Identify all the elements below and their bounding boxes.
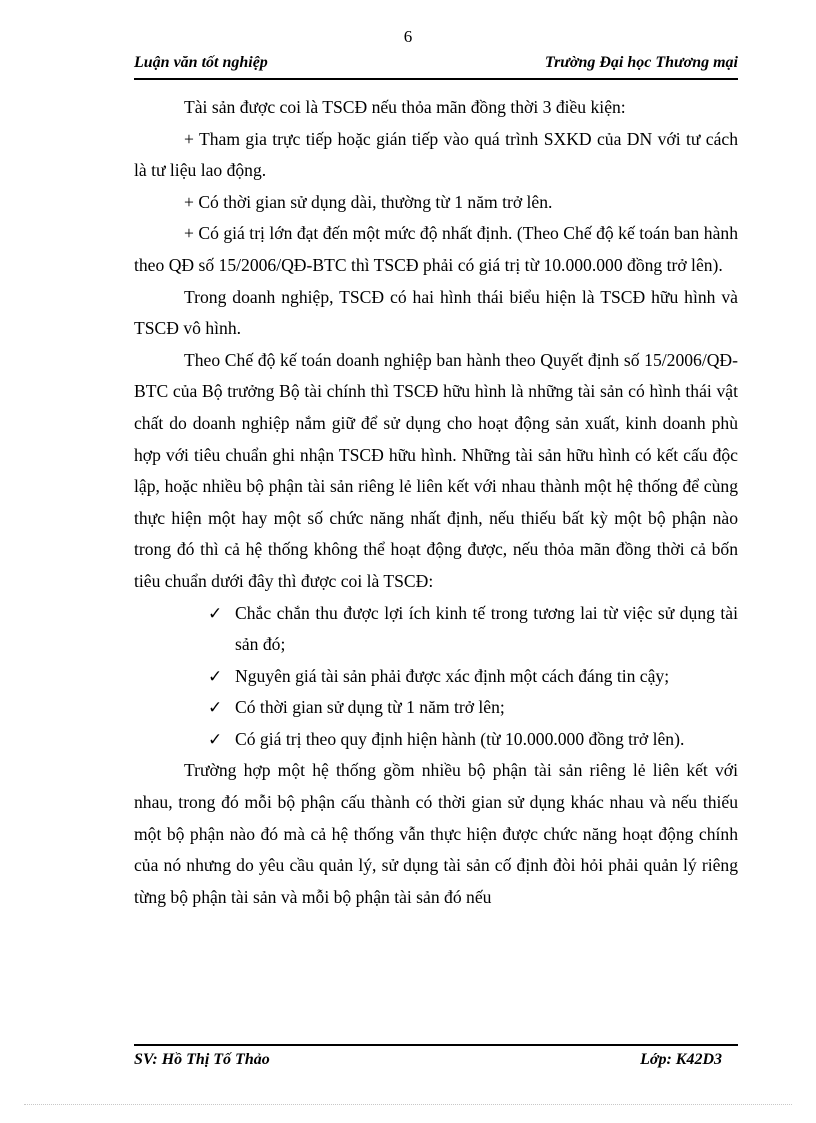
criteria-text: Có giá trị theo quy định hiện hành (từ 10.000.000 đồng trở lên).: [235, 728, 685, 749]
document-body: [134, 92, 738, 913]
checkmark-icon: ✓: [208, 698, 223, 718]
list-item: [208, 692, 738, 724]
footer-student-name: SV: Hồ Thị Tố Thảo: [134, 1051, 270, 1068]
page-footer: [134, 1044, 738, 1072]
criteria-list: [134, 598, 738, 756]
criteria-text: Có thời gian sử dụng từ 1 năm trở lên;: [235, 697, 505, 718]
list-item: [208, 661, 738, 693]
page-number: 6: [403, 27, 413, 46]
checkmark-icon: ✓: [208, 603, 223, 623]
paragraph-tscd-forms: Trong doanh nghiệp, TSCĐ có hai hình thái biểu hiện là TSCĐ hữu hình và TSCĐ vô hình.: [134, 286, 738, 339]
header-university-name: Trường Đại học Thương mại: [544, 54, 738, 71]
paragraph-condition-2: + Có thời gian sử dụng dài, thường từ 1 năm trở lên.: [184, 191, 553, 212]
list-item: [208, 598, 738, 661]
footer-class-code: Lớp: K42D3: [640, 1051, 722, 1068]
header-thesis-label: Luận văn tốt nghiệp: [134, 54, 268, 71]
list-item: [208, 724, 738, 756]
paragraph-condition-3: + Có giá trị lớn đạt đến một mức độ nhất định. (Theo Chế độ kế toán ban hành theo QĐ số 15/2006/QĐ-BTC thì TSCĐ phải có giá trị từ 10.000.000 đồng trở lên).: [134, 223, 738, 275]
paragraph-component-system: Trường hợp một hệ thống gồm nhiều bộ phận tài sản riêng lẻ liên kết với nhau, trong đó mỗi bộ phận cấu thành có thời gian sử dụng khác nhau và nếu thiếu một bộ phận nào đó mà cả hệ thống vẫn thực hiện được chức năng hoạt động chính của nó nhưng do yêu cầu quản lý, sử dụng tài sản cố định đòi hỏi phải quản lý riêng từng bộ phận tài sản và mỗi bộ phận tài sản đó nếu: [134, 760, 738, 907]
criteria-text: Chắc chắn thu được lợi ích kinh tế trong tương lai từ việc sử dụng tài sản đó;: [235, 602, 738, 655]
checkmark-icon: ✓: [208, 666, 223, 686]
paragraph-tangible-definition: Theo Chế độ kế toán doanh nghiệp ban hành theo Quyết định số 15/2006/QĐ-BTC của Bộ trưởng Bộ tài chính thì TSCĐ hữu hình là những tài sản có hình thái vật chất do doanh nghiệp nắm giữ để sử dụng cho hoạt động sản xuất, kinh doanh phù hợp với tiêu chuẩn ghi nhận TSCĐ hữu hình. Những tài sản hữu hình có kết cấu độc lập, hoặc nhiều bộ phận tài sản riêng lẻ liên kết với nhau thành một hệ thống để cùng thực hiện một hay một số chức năng nhất định, nếu thiếu bất kỳ một bộ phận nào trong đó thì cả hệ thống không thể hoạt động được, nếu thỏa mãn đồng thời cả bốn tiêu chuẩn dưới đây thì được coi là TSCĐ:: [134, 349, 738, 591]
paragraph-conditions-intro: Tài sản được coi là TSCĐ nếu thỏa mãn đồng thời 3 điều kiện:: [184, 97, 626, 117]
page-edge-divider: [24, 1104, 792, 1105]
criteria-text: Nguyên giá tài sản phải được xác định một cách đáng tin cậy;: [235, 665, 670, 686]
page-header: [134, 54, 738, 80]
checkmark-icon: ✓: [208, 729, 223, 749]
paragraph-condition-1: + Tham gia trực tiếp hoặc gián tiếp vào quá trình SXKD của DN với tư cách là tư liệu lao động.: [134, 128, 738, 181]
